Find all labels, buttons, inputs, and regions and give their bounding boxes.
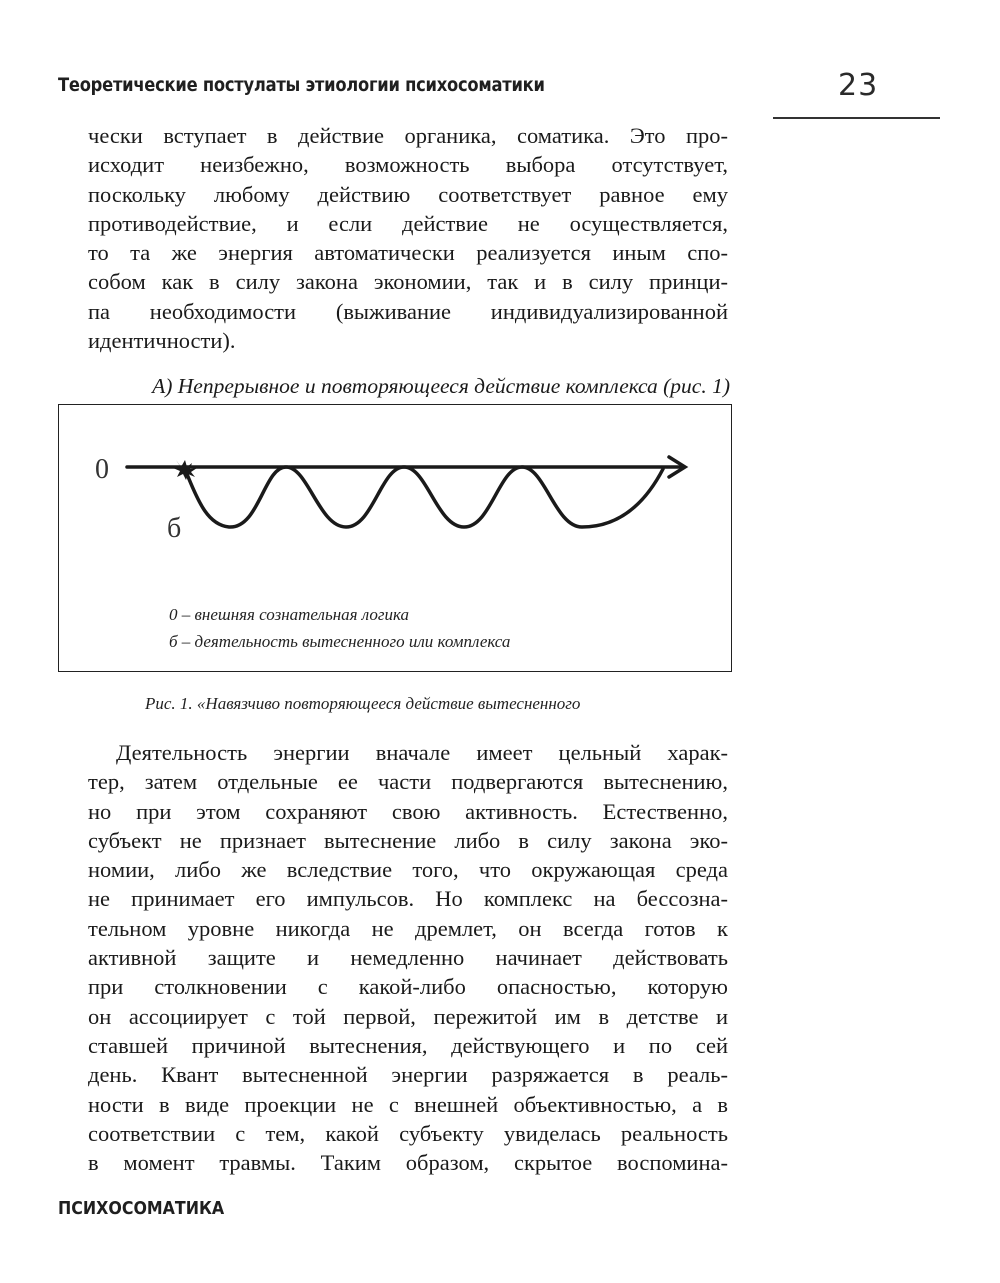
figure-frame <box>58 404 732 672</box>
footer-title: ПСИХОСОМАТИКА <box>58 1198 225 1219</box>
text-line: исходит неизбежно, возможность выбора отсутствует, <box>88 152 728 178</box>
running-head: Теоретические постулаты этиологии психосоматики <box>58 74 545 96</box>
label-b: б <box>167 513 182 544</box>
text-line: в момент травмы. Таким образом, скрытое воспомина- <box>88 1150 728 1176</box>
text-line: па необходимости (выживание индивидуализированной <box>88 298 728 324</box>
paragraph-2 <box>88 738 728 1177</box>
text-line: то та же энергия автоматически реализуется иным спо- <box>88 240 728 266</box>
text-line: поскольку любому действию соответствует равное ему <box>88 181 728 207</box>
text-line: не принимает его импульсов. Но комплекс на бессозна- <box>88 886 728 912</box>
figure-legend <box>169 601 510 655</box>
text-line: активной защите и немедленно начинает действовать <box>88 945 728 971</box>
text-line: Деятельность энергии вначале имеет цельный харак- <box>116 740 728 765</box>
paragraph-1 <box>88 121 728 355</box>
text-line: он ассоциирует с той первой, пережитой им в детстве и <box>88 1003 728 1029</box>
text-line: собом как в силу закона экономии, так и в силу принци- <box>88 269 728 295</box>
text-line: ставшей причиной вытеснения, действующего и по сей <box>88 1032 728 1058</box>
text-line: при столкновении с какой-либо опасностью, которую <box>88 974 728 1000</box>
text-line: номии, либо же вследствие того, что окружающая среда <box>88 857 728 883</box>
figure-caption: Рис. 1. «Навязчиво повтоpяющееся действие вытесненного <box>145 694 581 713</box>
text-line: ности в виде проекции не с внешней объективностью, а в <box>88 1091 728 1117</box>
text-line: чески вступает в действие органика, соматика. Это про- <box>88 123 728 148</box>
header-rule <box>773 117 940 119</box>
text-line: соответствии с тем, какой субъекту увиделась реальность <box>88 1120 728 1146</box>
legend-item-zero: 0 – внешняя сознательная логика <box>169 605 410 624</box>
text-line: противодействие, и если действие не осуществляется, <box>88 210 728 236</box>
label-zero: 0 <box>95 454 109 485</box>
figure-heading: А) Непрерывное и повторяющееся действие комплекса (рис. 1) <box>152 374 730 398</box>
text-line: субъект не признает вытеснение либо в силу закона эко- <box>88 827 728 853</box>
text-line: идентичности). <box>88 328 236 354</box>
wave-line <box>185 467 663 527</box>
text-line: день. Квант вытесненной энергии разряжается в реаль- <box>88 1062 728 1088</box>
legend-item-b: б – деятельность вытесненного или комплекса <box>169 632 511 651</box>
text-line: тельном уровне никогда не дремлет, он всегда готов к <box>88 915 728 941</box>
text-line: но при этом сохраняют свою активность. Естественно, <box>88 798 728 824</box>
text-line: тер, затем отдельные ее части подвергаются вытеснению, <box>88 769 728 795</box>
page-number: 23 <box>838 68 879 103</box>
